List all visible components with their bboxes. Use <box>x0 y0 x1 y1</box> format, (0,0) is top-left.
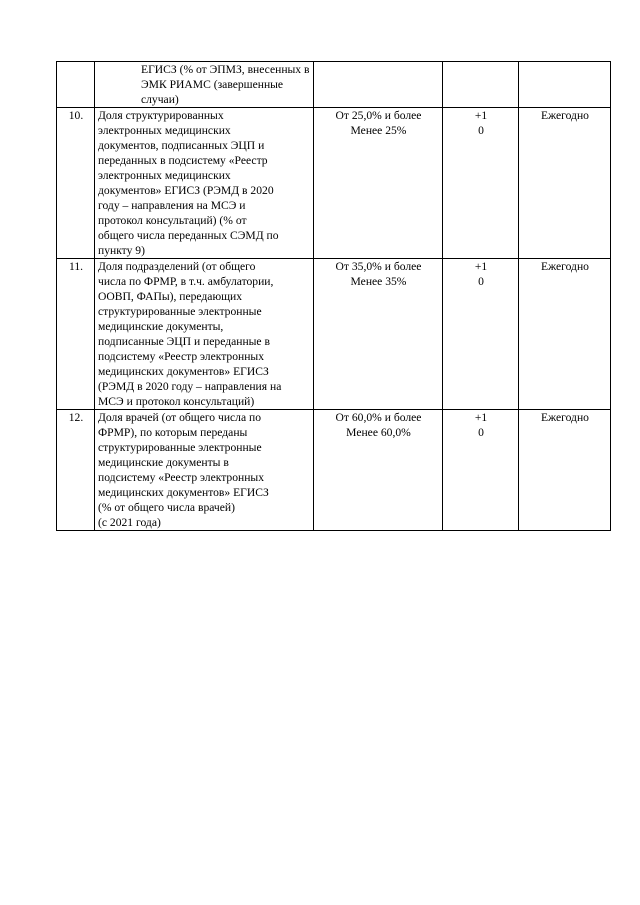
indicator-name-cell: ЕГИСЗ (% от ЭПМЗ, внесенных в ЭМК РИАМС (завершенные случаи) <box>95 62 314 108</box>
period-cell: Ежегодно <box>519 259 611 410</box>
row-number-cell: 11. <box>57 259 95 410</box>
table-row <box>57 108 611 259</box>
score-cell <box>443 62 519 108</box>
table-row <box>57 410 611 531</box>
row-number-cell <box>57 62 95 108</box>
indicators-table <box>56 61 611 531</box>
threshold-value-cell: От 35,0% и более Менее 35% <box>314 259 443 410</box>
indicator-name-cell: Доля структурированных электронных медицинских документов, подписанных ЭЦП и переданных в подсистему «Реестр электронных медицинских документов» ЕГИСЗ (РЭМД в 2020 году – направления на МСЭ и протокол консультаций) (% от общего числа переданных СЭМД по пункту 9) <box>95 108 314 259</box>
table-row-continuation <box>57 62 611 108</box>
threshold-value-cell: От 25,0% и более Менее 25% <box>314 108 443 259</box>
period-cell: Ежегодно <box>519 108 611 259</box>
indicator-name-cell: Доля врачей (от общего числа по ФРМР), по которым переданы структурированные электронные медицинские документы в подсистему «Реестр электронных медицинских документов» ЕГИСЗ (% от общего числа врачей) (с 2021 года) <box>95 410 314 531</box>
threshold-value-cell <box>314 62 443 108</box>
score-cell: +1 0 <box>443 108 519 259</box>
table-row <box>57 259 611 410</box>
period-cell <box>519 62 611 108</box>
row-number-cell: 12. <box>57 410 95 531</box>
period-cell: Ежегодно <box>519 410 611 531</box>
indicator-name-cell: Доля подразделений (от общего числа по ФРМР, в т.ч. амбулатории, ООВП, ФАПы), передающих структурированные электронные медицинские документы, подписанные ЭЦП и переданные в подсистему «Реестр электронных медицинских документов» ЕГИСЗ (РЭМД в 2020 году – направления на МСЭ и протокол консультаций) <box>95 259 314 410</box>
threshold-value-cell: От 60,0% и более Менее 60,0% <box>314 410 443 531</box>
row-number-cell: 10. <box>57 108 95 259</box>
score-cell: +1 0 <box>443 259 519 410</box>
score-cell: +1 0 <box>443 410 519 531</box>
